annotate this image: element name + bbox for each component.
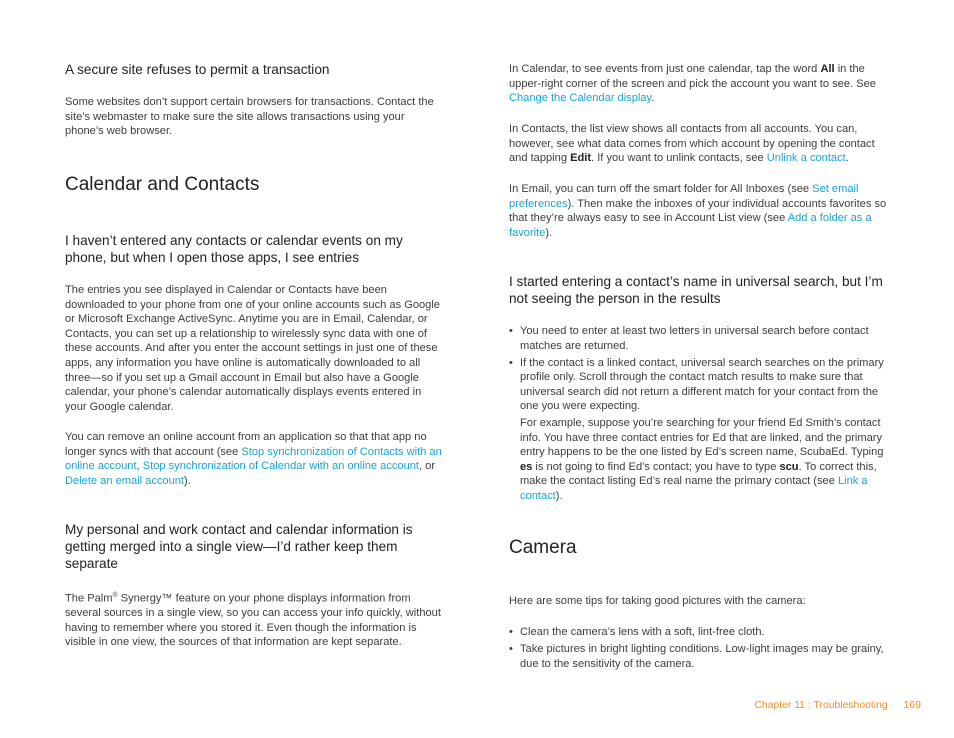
text-run: For example, suppose you’re searching for your friend Ed Smith’s contact info. You have three contact entries for Ed that are linked, and the primary entry happens to be the one listed by Ed’s screen name, ScubaEd. Typing bbox=[520, 417, 884, 459]
paragraph-secure-site: Some websites don’t support certain browsers for transactions. Contact the site’s webmaster to make sure the site allows transactions using your phone’s web browser. bbox=[65, 96, 434, 138]
list-item: • You need to enter at least two letters in universal search before contact matches are returned. bbox=[509, 324, 889, 353]
bold-term: scu bbox=[779, 460, 799, 473]
text-run: ). bbox=[545, 226, 553, 239]
bold-term: es bbox=[520, 460, 533, 473]
paragraph-camera-intro: Here are some tips for taking good pictures with the camera: bbox=[509, 595, 806, 607]
heading-universal-search: I started entering a contact’s name in universal search, but I’m not seeing the person in the results bbox=[509, 274, 883, 306]
list-item: • If the contact is a linked contact, universal search searches on the primary profile only. Scroll through the contact match results to make sure that universal search did not return a different match for your contact from the one you were expecting. bbox=[509, 356, 889, 414]
text-run: You can remove an online account from an application so that that app no longer syncs with that account (see bbox=[65, 431, 427, 458]
paragraph-calendar-filter bbox=[509, 62, 889, 106]
text-run: ). bbox=[184, 474, 191, 487]
text-run: In Contacts, the list view shows all contacts from all accounts. You can, however, see what data comes from which account by opening the contact and tapping bbox=[509, 123, 875, 165]
paragraph-synergy bbox=[65, 589, 445, 650]
link-delete-email-account[interactable]: Delete an email account bbox=[65, 474, 185, 487]
list-camera-tips bbox=[509, 625, 889, 671]
page-number: 169 bbox=[903, 700, 921, 711]
text-run: The Palm bbox=[65, 592, 113, 605]
section-title-camera: Camera bbox=[509, 537, 577, 558]
page-footer bbox=[754, 700, 921, 711]
text-run: in the upper-right corner of the screen and pick the account you want to see. See bbox=[509, 63, 876, 90]
list-search-tips bbox=[509, 324, 889, 414]
text-run: In Calendar, to see events from just one calendar, tap the word bbox=[509, 63, 821, 75]
link-add-folder-favorite[interactable]: Add a folder as a favorite bbox=[509, 212, 872, 239]
paragraph-entries-synced: The entries you see displayed in Calendar or Contacts have been downloaded to your phone from one of your online accounts such as Google or Microsoft Exchange ActiveSync. Anytime you are in Email, Calendar, or Contacts, you can set up a relationship to wirelessly sync data with one of these accounts. And after you enter the account settings in just one of these apps, any information you have online is automatically downloaded to all three—so if you set up a Gmail account in Email but also have a Google calendar, your phone’s calendar automatically displays events entered in your Google calendar. bbox=[65, 284, 440, 413]
text-run: ). Then make the inboxes of your individual accounts favorites so that they’re always easy to see in Account List view (see bbox=[509, 197, 887, 225]
link-link-contact[interactable]: Link a contact bbox=[520, 475, 868, 502]
link-stop-sync-calendar[interactable]: Stop synchronization of Calendar with an online account bbox=[142, 460, 420, 473]
bold-term: All bbox=[820, 63, 835, 75]
text-run: is not going to find Ed’s contact; you have to type bbox=[532, 460, 780, 473]
footer-chapter: Chapter 11 : Troubleshooting bbox=[754, 700, 888, 711]
paragraph-example-ed bbox=[509, 416, 889, 504]
link-stop-sync-contacts[interactable]: Stop synchronization of Contacts with an online account bbox=[65, 445, 442, 473]
text-run: . bbox=[845, 152, 849, 165]
text-run: . To correct this, make the contact listing Ed’s real name the primary contact (see bbox=[520, 460, 877, 488]
text-run: . bbox=[651, 92, 655, 105]
text-run: , bbox=[136, 460, 143, 473]
link-unlink-contact[interactable]: Unlink a contact bbox=[766, 152, 846, 165]
heading-secure-site: A secure site refuses to permit a transaction bbox=[65, 62, 330, 77]
list-item: • Clean the camera’s lens with a soft, lint-free cloth. bbox=[509, 625, 889, 640]
text-run: Synergy™ feature on your phone displays information from several sources in a single view, so you can access your info quickly, without having to remember where you stored it. Even though the information is visible in one view, the sources of that information are kept separate. bbox=[65, 592, 441, 649]
text-run: , or bbox=[419, 460, 436, 473]
registered-mark: ® bbox=[112, 592, 118, 599]
text-run: . If you want to unlink contacts, see bbox=[591, 152, 767, 165]
paragraph-email-inboxes bbox=[509, 182, 889, 240]
list-item: • Take pictures in bright lighting conditions. Low-light images may be grainy, due to the sensitivity of the camera. bbox=[509, 642, 889, 671]
link-set-email-preferences[interactable]: Set email preferences bbox=[509, 183, 859, 210]
paragraph-contacts-list bbox=[509, 122, 889, 166]
heading-unexpected-entries: I haven’t entered any contacts or calendar events on my phone, but when I open those apps, I see entries bbox=[65, 233, 403, 265]
heading-merged-view: My personal and work contact and calendar information is getting merged into a single view—I’d rather keep them separate bbox=[65, 522, 413, 571]
paragraph-remove-account bbox=[65, 430, 445, 488]
text-run: In Email, you can turn off the smart folder for All Inboxes (see bbox=[509, 183, 813, 195]
text-run: ). bbox=[555, 489, 563, 502]
bold-term: Edit bbox=[570, 152, 592, 165]
section-title-calendar-contacts: Calendar and Contacts bbox=[65, 174, 260, 195]
link-change-calendar-display[interactable]: Change the Calendar display bbox=[509, 92, 652, 105]
